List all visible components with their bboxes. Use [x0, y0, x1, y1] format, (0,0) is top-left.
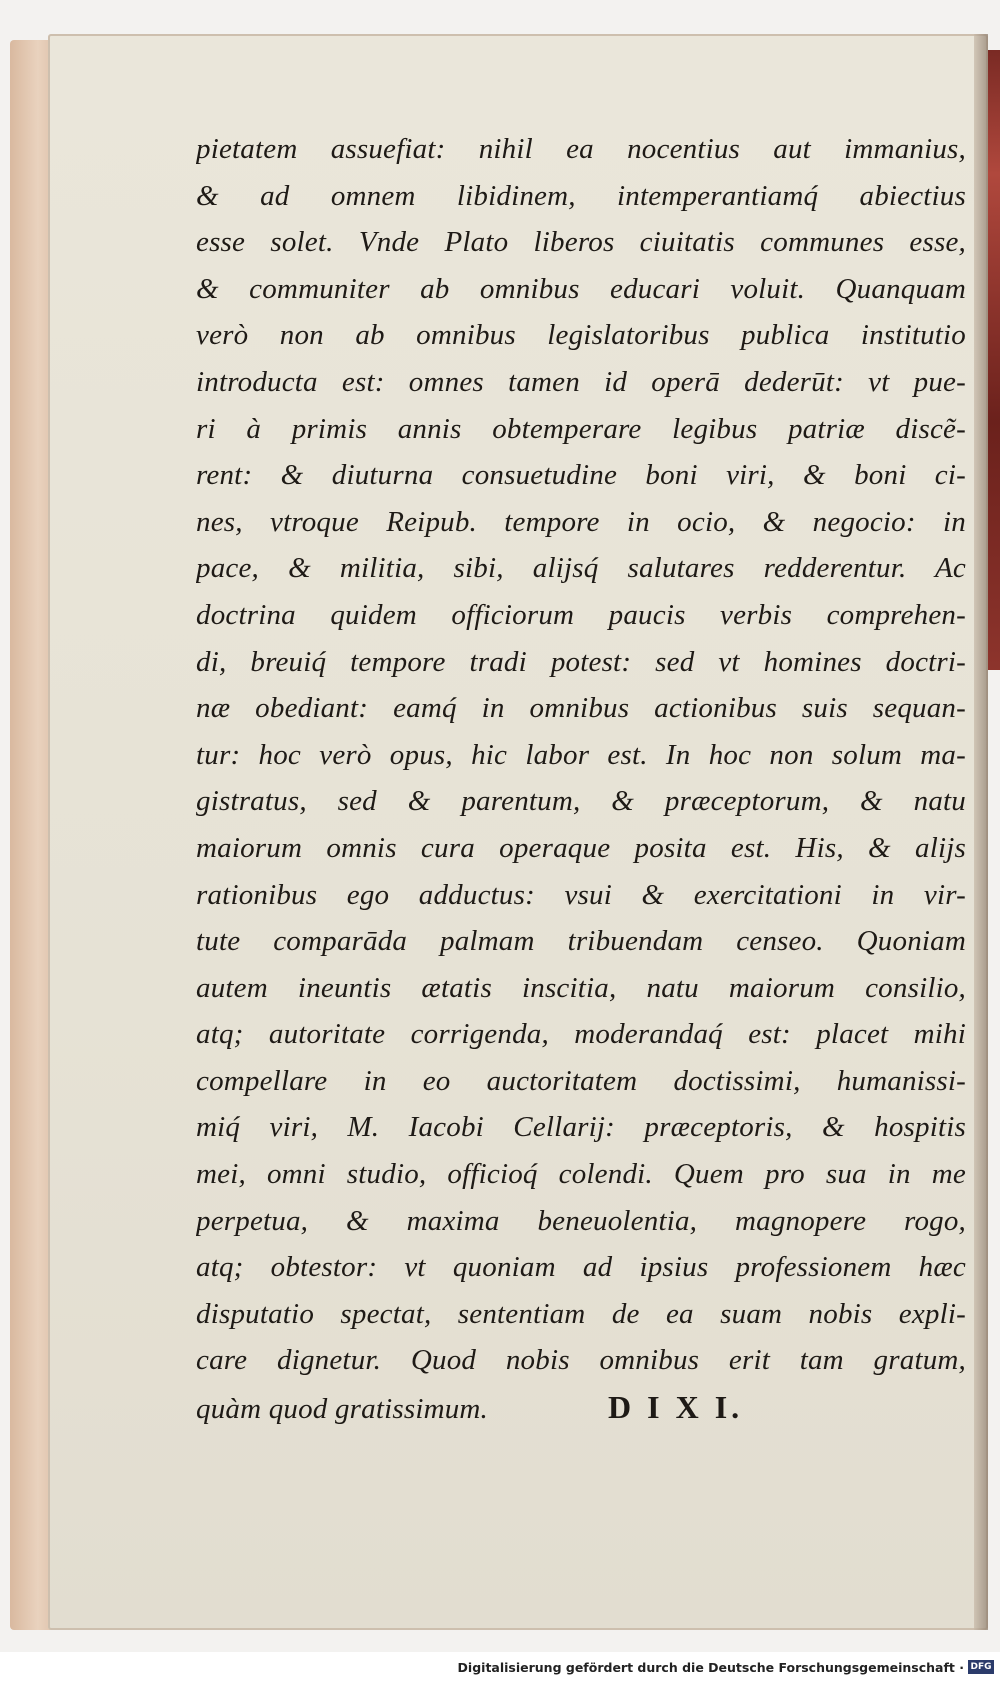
text-line: perpetua, & maxima beneuolentia, magnopere rogo, — [196, 1204, 966, 1237]
text-line: introducta est: omnes tamen id operā dederūt: vt pue- — [196, 365, 966, 398]
closing-word: D I X I. — [608, 1389, 744, 1426]
text-line: compellare in eo auctoritatem doctissimi, humanissi- — [196, 1064, 966, 1097]
text-line: verò non ab omnibus legislatoribus publica institutio — [196, 319, 966, 352]
text-line: gistratus, sed & parentum, & præceptorum, & natu — [196, 785, 966, 818]
text-line: næ obediant: eamq́ in omnibus actionibus suis sequan- — [196, 692, 966, 725]
text-line: autem ineuntis ætatis inscitia, natu maiorum consilio, — [196, 971, 966, 1004]
text-line: mei, omni studio, officioq́ colendi. Quem pro sua in me — [196, 1158, 966, 1191]
text-line: atq; autoritate corrigenda, moderandaq́ est: placet mihi — [196, 1018, 966, 1051]
text-line: miq́ viri, M. Iacobi Cellarij: præceptoris, & hospitis — [196, 1111, 966, 1144]
text-line: di, breuiq́ tempore tradi potest: sed vt homines doctri- — [196, 645, 966, 678]
last-line — [196, 1384, 966, 1431]
text-line: tute comparāda palmam tribuendam censeo. Quoniam — [196, 925, 966, 958]
text-line: pace, & militia, sibi, alijsq́ salutares redderentur. Ac — [196, 552, 966, 585]
text-line: ri à primis annis obtemperare legibus patriæ discẽ- — [196, 412, 966, 445]
text-line: maiorum omnis cura operaque posita est. His, & alijs — [196, 831, 966, 864]
text-line: rent: & diuturna consuetudine boni viri, & boni ci- — [196, 459, 966, 492]
last-line-text: quàm quod gratissimum. — [196, 1393, 489, 1426]
page-fold-shadow — [974, 34, 988, 1630]
text-line: tur: hoc verò opus, hic labor est. In hoc non solum ma- — [196, 738, 966, 771]
text-line: & ad omnem libidinem, intemperantiamq́ abiectius — [196, 179, 966, 212]
text-line: rationibus ego adductus: vsui & exercitationi in vir- — [196, 878, 966, 911]
bookmark-ribbon — [988, 50, 1000, 670]
funding-credit: Digitalisierung gefördert durch die Deutsche Forschungsgemeinschaft · — [457, 1660, 964, 1675]
footer-bar — [0, 1656, 1000, 1684]
dfg-logo: DFG — [968, 1660, 994, 1674]
text-line: esse solet. Vnde Plato liberos ciuitatis communes esse, — [196, 226, 966, 259]
text-line: & communiter ab omnibus educari voluit. Quanquam — [196, 272, 966, 305]
text-line: nes, vtroque Reipub. tempore in ocio, & negocio: in — [196, 505, 966, 538]
page-text — [196, 126, 966, 1431]
text-line: care dignetur. Quod nobis omnibus erit tam gratum, — [196, 1344, 966, 1377]
text-line: doctrina quidem officiorum paucis verbis comprehen- — [196, 598, 966, 631]
text-line: pietatem assuefiat: nihil ea nocentius aut immanius, — [196, 133, 966, 165]
text-line: atq; obtestor: vt quoniam ad ipsius professionem hæc — [196, 1251, 966, 1284]
text-line: disputatio spectat, sententiam de ea suam nobis expli- — [196, 1297, 966, 1330]
